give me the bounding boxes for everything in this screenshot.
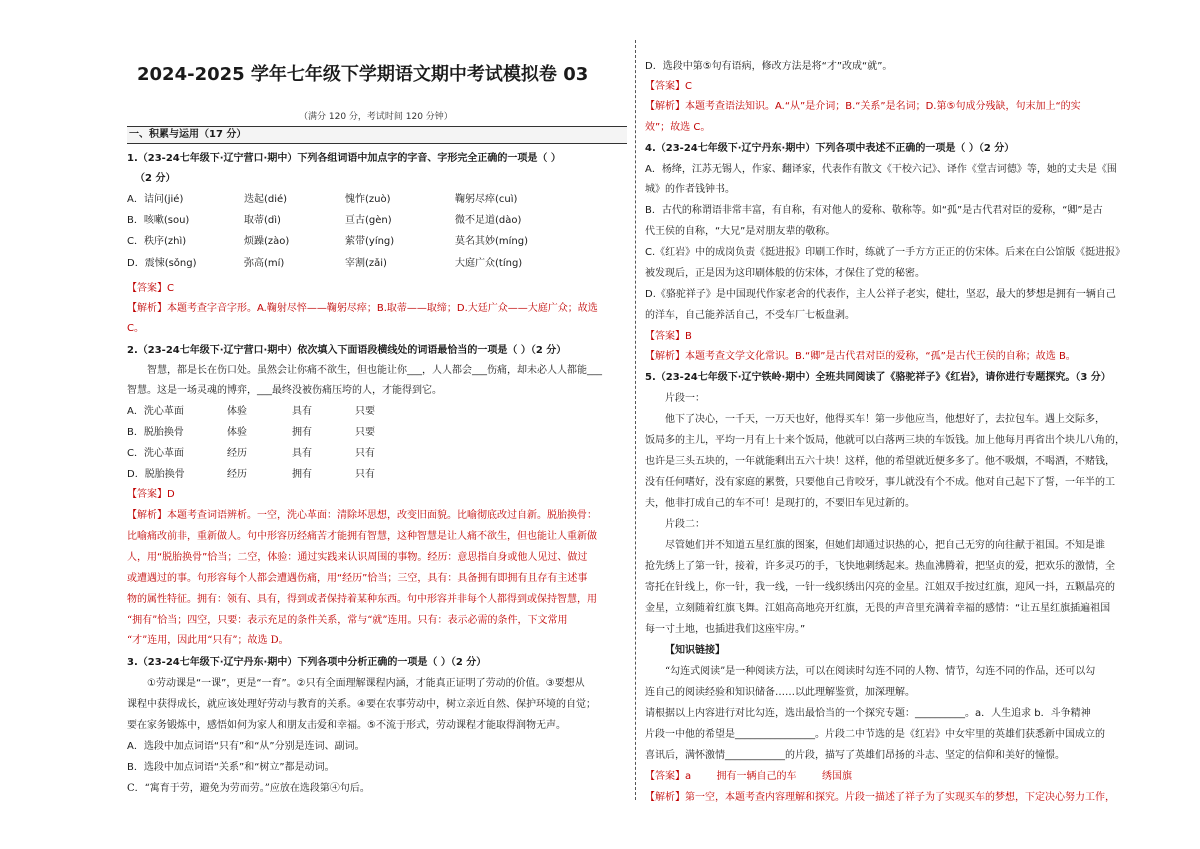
q2-option: 只要 [355, 427, 375, 438]
fragment-1-line: 他下了决心，一千天，一万天也好，他得买车！第一步他应当，他想好了，去拉包车。遇上交际多， [665, 414, 1105, 425]
fragment-1-label: 片段一： [665, 393, 705, 404]
q2-option: 经历 [227, 448, 247, 459]
section-heading: 一、积累与运用（17 分） [129, 129, 247, 140]
q2-option: 只要 [355, 406, 375, 417]
answer-label: 【答案】 [127, 489, 167, 500]
q1-option: 愧怍(zuò) [345, 194, 391, 205]
q1-option: B．咳嗽(sou) [127, 215, 190, 226]
question-1-stem: 1.（23-24七年级下·辽宁营口·期中）下列各组词语中加点字的字音、字形完全正确的一项是（ ） [127, 153, 561, 164]
q4-line: C.《红岩》中的成岗负责《挺进报》印刷工作时，练就了一手方方正正的仿宋体。后来在白公馆版《挺进报》 [645, 247, 1126, 258]
q4-answer [645, 330, 692, 344]
fragment-2-line: 每一寸土地，也插进我们这座牢房。” [645, 624, 806, 635]
q3-option: A．选段中加点词语“只有”和“从”分别是连词、副词。 [127, 741, 365, 752]
q1-analysis: 【解析】本题考查字音字形。A.鞠射尽悴——鞠躬尽瘁；B.取蒂——取缔；D.大廷广众——大庭广众；故选 [127, 303, 598, 314]
q1-answer [127, 282, 174, 296]
q4-line: 被发现后，正是因为这印刷体般的仿宋体，才保住了党的秘密。 [645, 268, 925, 279]
q2-option: B．脱胎换骨 [127, 427, 184, 438]
q2-analysis-line: 或遭遇过的事。句形容每个人都会遭遇伤痛，用“经历”恰当；三空，具有：具备拥有即拥有且存有主述事 [127, 573, 588, 584]
q2-option: D．脱胎换骨 [127, 469, 185, 480]
q4-line: 城》的作者钱钟书。 [645, 184, 735, 195]
answer-label: 【答案】 [645, 81, 685, 92]
q1-option: A．诘问(jié) [127, 194, 184, 205]
q2-option: A．洗心革面 [127, 406, 184, 417]
q1-option: C．秩序(zhì) [127, 236, 187, 247]
fragment-1-line: 没有任何嗜好，没有家庭的累赘，只要他自己肯咬牙，事儿就没有个不成。他对自己起下了誓，一年半的工 [645, 477, 1115, 488]
q2-option: 经历 [227, 469, 247, 480]
q2-option: 只有 [355, 448, 375, 459]
q2-analysis-line: “才”连用，因此用“只有”；故选 D。 [127, 635, 289, 646]
q1-option: 取蒂(dì) [244, 215, 281, 226]
q3-passage-line: ①劳动课是“一课”，更是“一育”。②只有全面理解课程内涵，才能真正证明了劳动的价值。③要想从 [147, 678, 585, 689]
question-3-stem: 3.（23-24七年级下·辽宁丹东·期中）下列各项中分析正确的一项是（ ）（2 分） [127, 657, 487, 668]
q1-option: 萦带(yíng) [345, 236, 395, 247]
fragment-2-line: 尽管她们并不知道五星红旗的图案，但她们却通过识热的心，把自己无穷的向往献于祖国。不知是谁 [665, 540, 1105, 551]
answer-value: D [167, 489, 175, 500]
column-divider [635, 40, 636, 800]
knowledge-link-line: “勾连式阅读”是一种阅读方法，可以在阅读时勾连不同的人物、情节，勾连不同的作品，还可以勾 [665, 666, 1096, 677]
q5-task-line: 片段一中他的希望是________________。片段二中节选的是《红岩》中女牢里的英雄们获悉新中国成立的 [645, 729, 1105, 740]
q2-analysis-line: 【解析】本题考查词语辨析。一空，洗心革面：清除坏思想，改变旧面貌。比喻彻底改过自新。脱胎换骨： [127, 510, 597, 521]
q2-option: 只有 [355, 469, 375, 480]
q1-option: 微不足道(dào) [455, 215, 522, 226]
q1-analysis-cont: C。 [127, 323, 144, 334]
knowledge-link-line: 连自己的阅读经验和知识储备……以此理解鉴赏，加深理解。 [645, 687, 915, 698]
q3-option: B．选段中加点词语“关系”和“树立”都是动词。 [127, 762, 335, 773]
q3-analysis: 【解析】本题考查语法知识。A.“从”是介词；B.“关系”是名词；D.第⑤句成分残缺，句末加上“的实 [645, 101, 1081, 112]
q5-task-line: 请根据以上内容进行对比勾连，选出最恰当的一个探究专题：__________。a．人生追求 b．斗争精神 [645, 708, 1091, 719]
q1-option: 宰割(zǎi) [345, 258, 387, 269]
answer-value: C [685, 81, 692, 92]
fragment-1-line: 夫，他非打成自己的车不可！是现打的，不要旧车见过新的。 [645, 498, 915, 509]
q4-line: 的洋车，自己能养活自己，不受车厂七板盘剥。 [645, 310, 855, 321]
q2-option: 具有 [292, 448, 312, 459]
knowledge-link-label: 【知识链接】 [665, 645, 725, 656]
q3-option-d: D．选段中第⑤句有语病，修改方法是将“才”改成“就”。 [645, 61, 893, 72]
q3-analysis-cont: 效”；故选 C。 [645, 122, 711, 133]
fragment-2-label: 片段二： [665, 519, 705, 530]
q2-option: 拥有 [292, 469, 312, 480]
q5-task-line: 喜讯后，满怀激情____________的片段，描写了英雄们昂扬的斗志、坚定的信仰和美好的憧憬。 [645, 750, 1065, 761]
q4-line: D.《骆驼祥子》是中国现代作家老舍的代表作，主人公祥子老实，健壮，坚忍，最大的梦想是拥有一辆自己 [645, 289, 1116, 300]
question-1-score: （2 分） [135, 173, 176, 184]
q3-passage-line: 要在家务锻炼中，感悟如何为家人和朋友击爱和幸福。⑤不流于形式，劳动课程才能取得润物无声。 [127, 720, 566, 731]
q4-analysis: 【解析】本题考查文学文化常识。B.“卿”是古代君对臣的爱称，“孤”是古代王侯的自称；故选 B。 [645, 351, 1076, 362]
q2-option: C．洗心革面 [127, 448, 184, 459]
q1-option: 烦躁(zào) [244, 236, 290, 247]
q2-option: 体验 [227, 406, 247, 417]
question-4-stem: 4.（23-24七年级下·辽宁丹东·期中）下列各项中表述不正确的一项是（ ）（2 分） [645, 143, 1015, 154]
q2-analysis-line: 比喻痛改前非，重新做人。句中形容历经痛苦才能拥有智慧，这种智慧是让人痛不欲生，但也能让人重新做 [127, 531, 597, 542]
q1-option: D．震悚(sǒng) [127, 258, 197, 269]
q3-passage-line: 课程中获得成长，就应该处理好劳动与教育的关系。④要在农事劳动中，树立亲近自然、保护环境的自觉； [127, 699, 596, 710]
q2-analysis-line: 物的属性特征。拥有：领有、具有，得到或者保持着某种东西。句中形容并非每个人都得到或保持智慧，用 [127, 594, 597, 605]
answer-label: 【答案】 [127, 283, 167, 294]
answer-label: 【答案】 [645, 771, 685, 782]
q2-option: 拥有 [292, 427, 312, 438]
answer-value: a 拥有一辆自己的车 绣国旗 [685, 771, 852, 782]
fragment-1-line: 也许是三头五块的，一年就能剩出五六十块！这样，他的希望就近便多多了。他不吸烟，不喝酒，不赌钱， [645, 456, 1115, 467]
q2-passage: 智慧，都是长在伤口处。虽然会让你痛不欲生，但也能让你___，人人都会___伤痛，却未必人人都能___ [147, 365, 602, 376]
exam-subtitle: （满分 120 分，考试时间 120 分钟） [299, 112, 453, 122]
question-5-stem: 5.（23-24七年级下·辽宁铁岭·期中）全班共同阅读了《骆驼祥子》《红岩》，请你进行专题探究。（3 分） [645, 372, 1111, 383]
fragment-2-line: 寄托在针线上，你一针，我一线，一针一线织绣出闪亮的金星。江姐双手按过红旗，迎风一抖，五颗晶亮的 [645, 582, 1115, 593]
q5-analysis: 【解析】第一空，本题考查内容理解和探究。片段一描述了祥子为了实现买车的梦想，下定决心努力工作， [645, 792, 1115, 803]
q2-analysis-line: “拥有”恰当；四空，只要：表示充足的条件关系，常与“就”连用。只有：表示必需的条件，下文常用 [127, 615, 568, 626]
q1-option: 鞠躬尽瘁(cuì) [455, 194, 518, 205]
question-2-stem: 2.（23-24七年级下·辽宁营口·期中）依次填入下面语段横线处的词语最恰当的一项是（ ）（2 分） [127, 345, 567, 356]
page-title: 2024-2025 学年七年级下学期语文期中考试模拟卷 03 [137, 64, 589, 85]
q4-line: 代王侯的自称，“大兄”是对朋友辈的敬称。 [645, 226, 836, 237]
q1-option: 弥高(mí) [244, 258, 285, 269]
q2-passage-cont: 智慧。这是一场灵魂的博弈，___最终没被伤痛压垮的人，才能得到它。 [127, 385, 442, 396]
q4-line: B．古代的称谓语非常丰富，有自称，有对他人的爱称、敬称等。如“孤”是古代君对臣的爱称，“卿”是古 [645, 205, 1103, 216]
fragment-2-line: 金星，立刻随着红旗飞舞。江姐高高地亮开红旗，无畏的声音里充满着幸福的感情：“让五星红旗插遍祖国 [645, 603, 1111, 614]
fragment-2-line: 抢先绣上了第一针，接着，许多灵巧的手，飞快地刺绣起来。热血沸腾着，把坚贞的爱，把欢乐的激情，全 [645, 561, 1115, 572]
answer-value: C [167, 283, 174, 294]
q2-option: 体验 [227, 427, 247, 438]
q1-option: 大庭广众(tíng) [455, 258, 523, 269]
q2-answer [127, 488, 175, 502]
q4-line: A．杨绛，江苏无锡人，作家、翻译家，代表作有散文《干校六记》、译作《堂吉诃德》等，她的丈夫是《围 [645, 164, 1117, 175]
q1-option: 迭起(dié) [244, 194, 288, 205]
q2-analysis-line: 人，用“脱胎换骨”恰当；二空，体验：通过实践来认识周围的事物。经历：意思指自身或他人见过、做过 [127, 552, 588, 563]
fragment-1-line: 饭局多的主儿，平均一月有上十来个饭局，他就可以白落两三块的车饭钱。加上他每月再省出个块儿八角的， [645, 435, 1125, 446]
answer-value: B [685, 331, 692, 342]
q3-answer [645, 80, 692, 94]
q2-option: 具有 [292, 406, 312, 417]
answer-label: 【答案】 [645, 331, 685, 342]
q5-answer [645, 770, 852, 784]
q1-option: 亘古(gèn) [345, 215, 392, 226]
q1-option: 莫名其妙(míng) [455, 236, 529, 247]
q3-option: C．“寓育于劳，避免为劳而劳。”应放在选段第④句后。 [127, 783, 370, 794]
